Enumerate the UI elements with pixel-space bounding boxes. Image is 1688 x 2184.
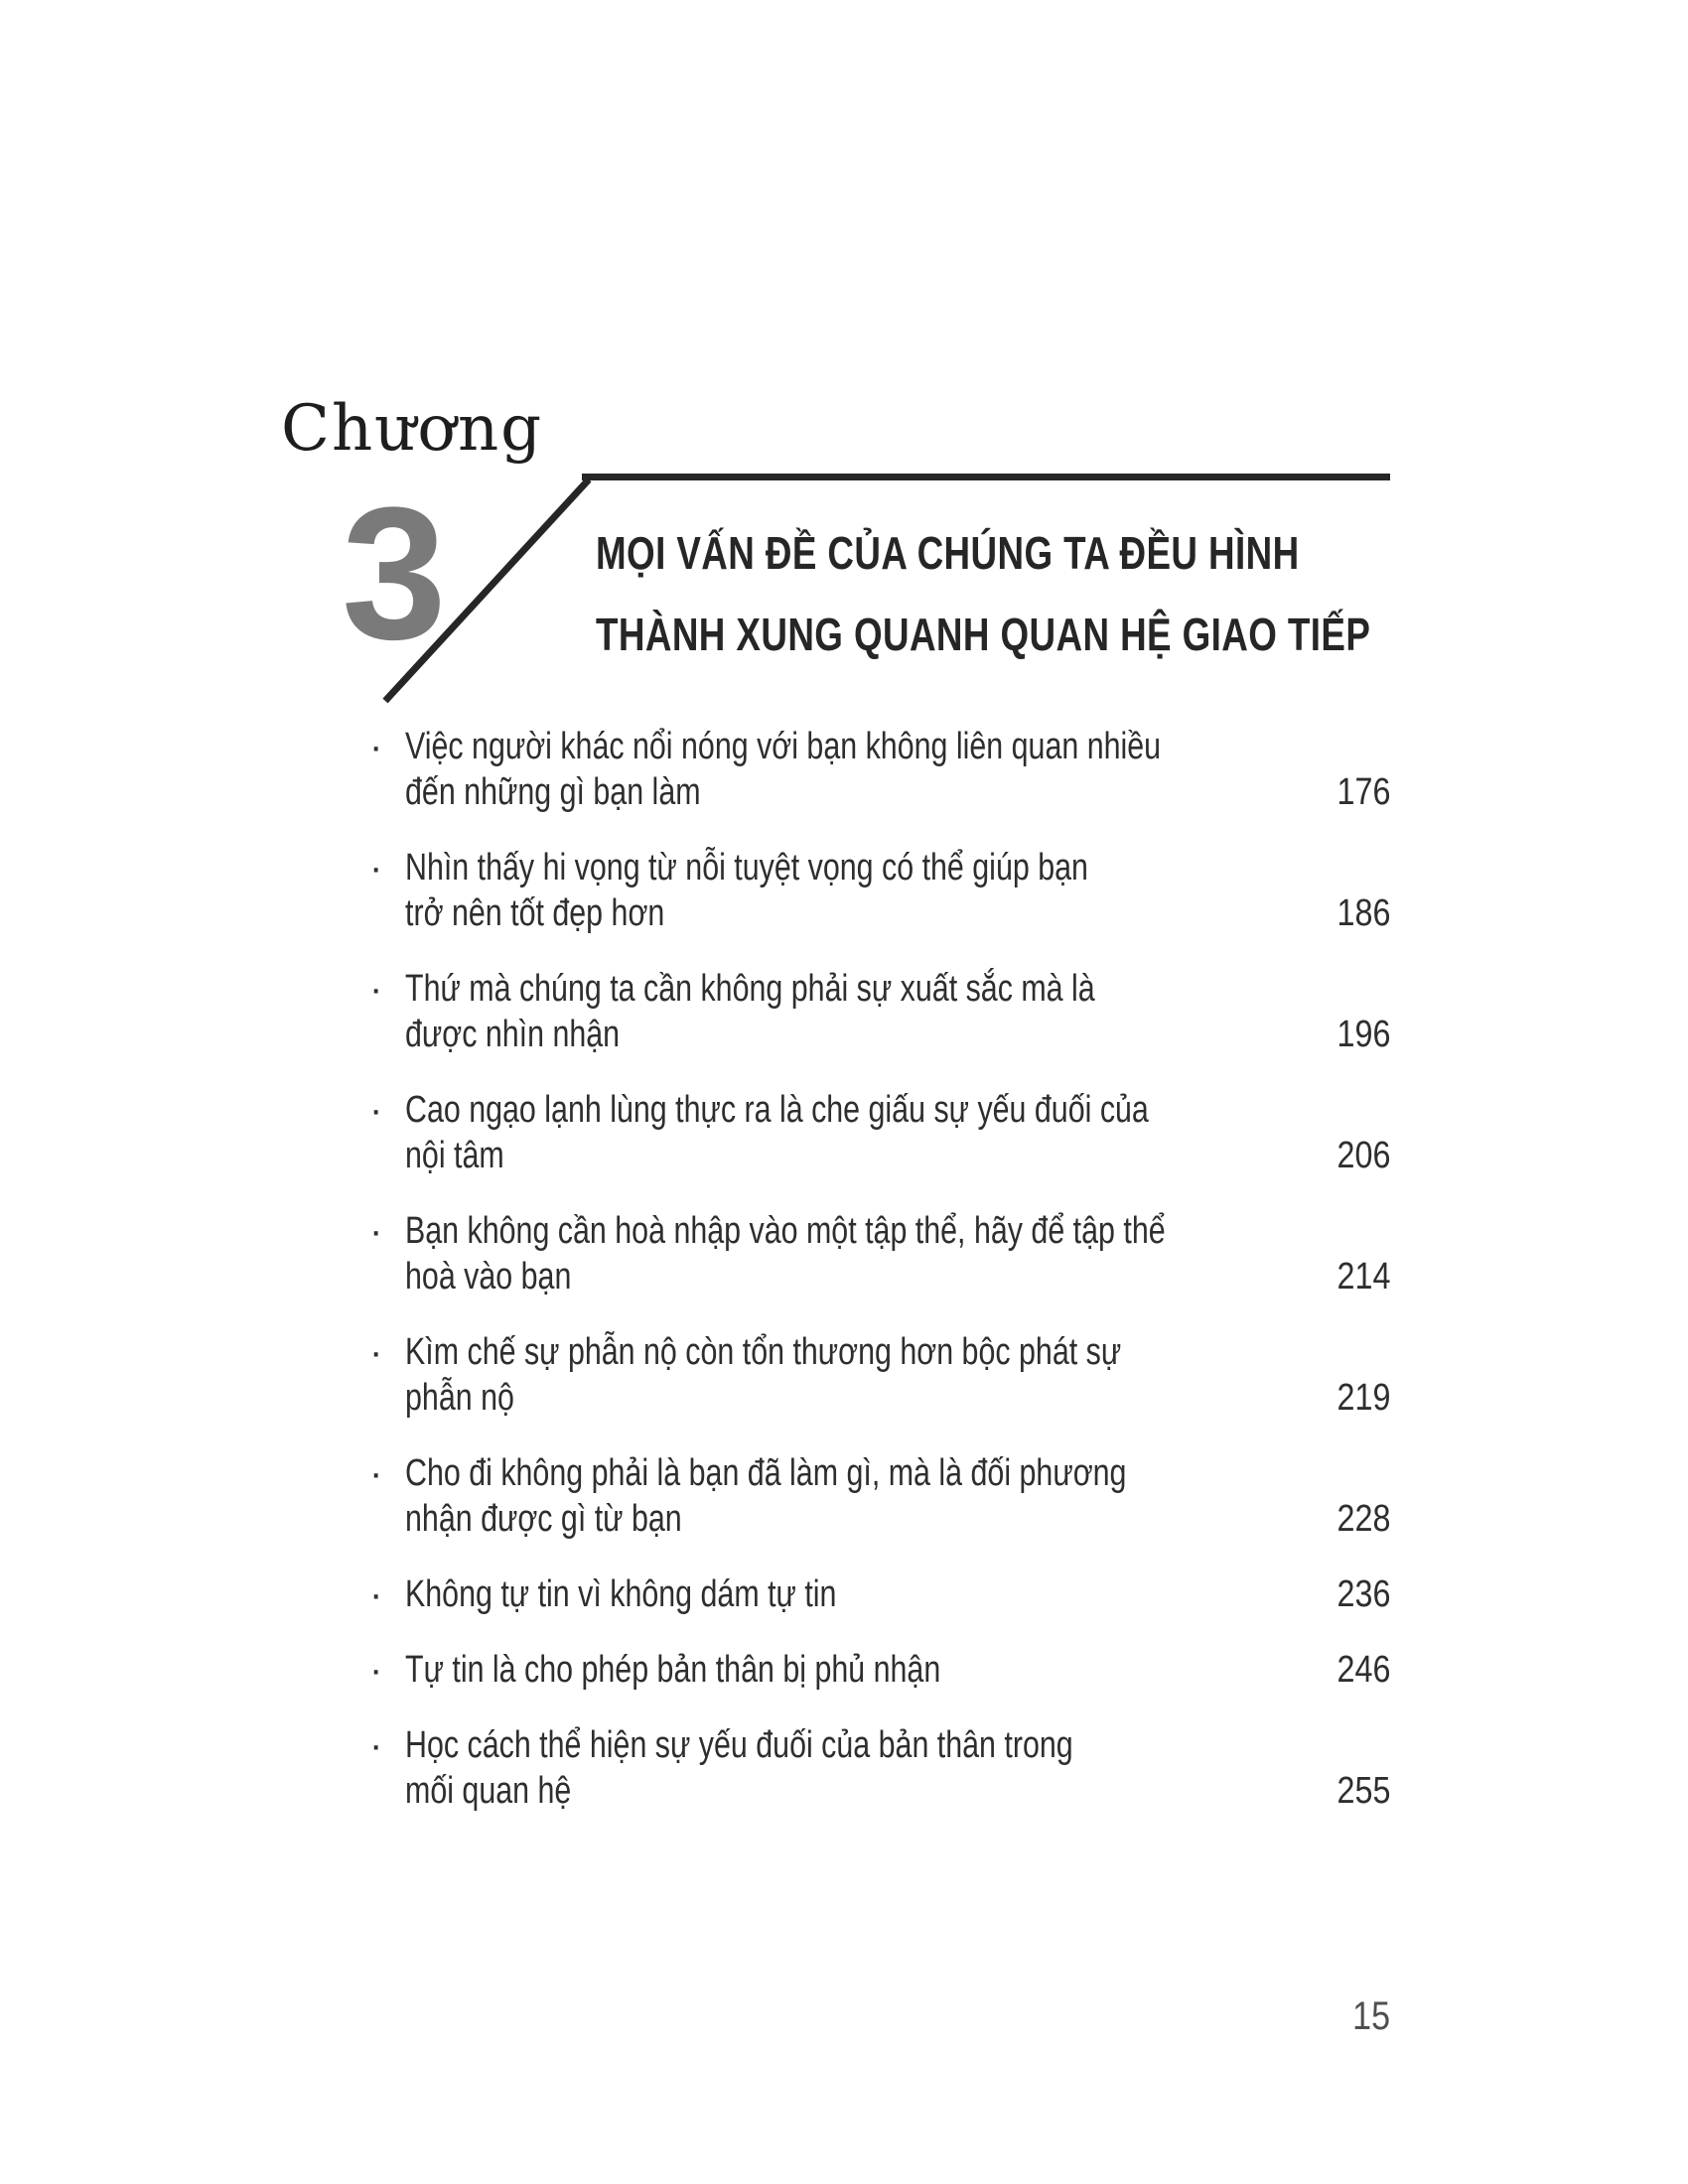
toc-entry — [369, 1087, 1390, 1178]
toc-entry-page-number: 186 — [1336, 892, 1390, 934]
chapter-title-line-1: MỌI VẤN ĐỀ CỦA CHÚNG TA ĐỀU HÌNH — [596, 527, 1300, 579]
toc-entry-title: Nhìn thấy hi vọng từ nỗi tuyệt vọng có thể giúp bạn trở nên tốt đẹp hơn — [405, 847, 1088, 934]
chapter-title-line-2: THÀNH XUNG QUANH QUAN HỆ GIAO TIẾP — [596, 609, 1371, 660]
page-number: 15 — [1352, 1994, 1390, 2038]
toc-entry-title: Cho đi không phải là bạn đã làm gì, mà là đối phương nhận được gì từ bạn — [405, 1452, 1127, 1540]
chapter-number: 3 — [342, 469, 443, 679]
slash-line-icon — [367, 465, 606, 718]
toc-entry — [369, 1329, 1390, 1421]
bullet-icon: · — [369, 1723, 383, 1767]
bullet-icon: · — [369, 1088, 383, 1132]
toc-entry-page-number: 176 — [1336, 771, 1390, 813]
bullet-icon: · — [369, 1648, 383, 1692]
chapter-label: Chương — [281, 392, 544, 466]
bullet-icon: · — [369, 1451, 383, 1495]
toc-entry-page-number: 228 — [1336, 1498, 1390, 1540]
toc-entry-page-number: 219 — [1336, 1377, 1390, 1419]
toc-entry-title: Việc người khác nổi nóng với bạn không liên quan nhiều đến những gì bạn làm — [405, 726, 1162, 813]
toc-entry-page-number: 206 — [1336, 1135, 1390, 1176]
toc-entry — [369, 1571, 1390, 1617]
chapter-title — [596, 512, 1390, 675]
toc-entry-title: Cao ngạo lạnh lùng thực ra là che giấu sự yếu đuối của nội tâm — [405, 1089, 1149, 1176]
toc-entry-title: Thứ mà chúng ta cần không phải sự xuất sắc mà là được nhìn nhận — [405, 968, 1095, 1055]
toc-entry-title: Kìm chế sự phẫn nộ còn tổn thương hơn bộc phát sự phẫn nộ — [405, 1331, 1122, 1419]
toc-entry-page-number: 246 — [1336, 1649, 1390, 1691]
bullet-icon: · — [369, 967, 383, 1011]
toc-list — [369, 724, 1390, 1843]
toc-entry-title: Bạn không cần hoà nhập vào một tập thể, hãy để tập thể hoà vào bạn — [405, 1210, 1166, 1297]
toc-entry-page-number: 236 — [1336, 1573, 1390, 1615]
toc-entry — [369, 1208, 1390, 1299]
toc-entry — [369, 966, 1390, 1057]
bullet-icon: · — [369, 1572, 383, 1616]
toc-entry-title: Không tự tin vì không dám tự tin — [405, 1573, 837, 1615]
toc-entry — [369, 1450, 1390, 1542]
toc-entry — [369, 724, 1390, 815]
bullet-icon: · — [369, 1209, 383, 1253]
toc-entry-title: Tự tin là cho phép bản thân bị phủ nhận — [405, 1649, 941, 1691]
toc-entry — [369, 845, 1390, 936]
toc-entry-title: Học cách thể hiện sự yếu đuối của bản thân trong mối quan hệ — [405, 1724, 1073, 1812]
bullet-icon: · — [369, 846, 383, 889]
toc-entry — [369, 1722, 1390, 1814]
toc-entry-page-number: 255 — [1336, 1770, 1390, 1812]
toc-entry — [369, 1647, 1390, 1693]
toc-entry-page-number: 214 — [1336, 1256, 1390, 1297]
bullet-icon: · — [369, 1330, 383, 1374]
toc-entry-page-number: 196 — [1336, 1014, 1390, 1055]
header-rule — [582, 474, 1390, 480]
bullet-icon: · — [369, 725, 383, 768]
